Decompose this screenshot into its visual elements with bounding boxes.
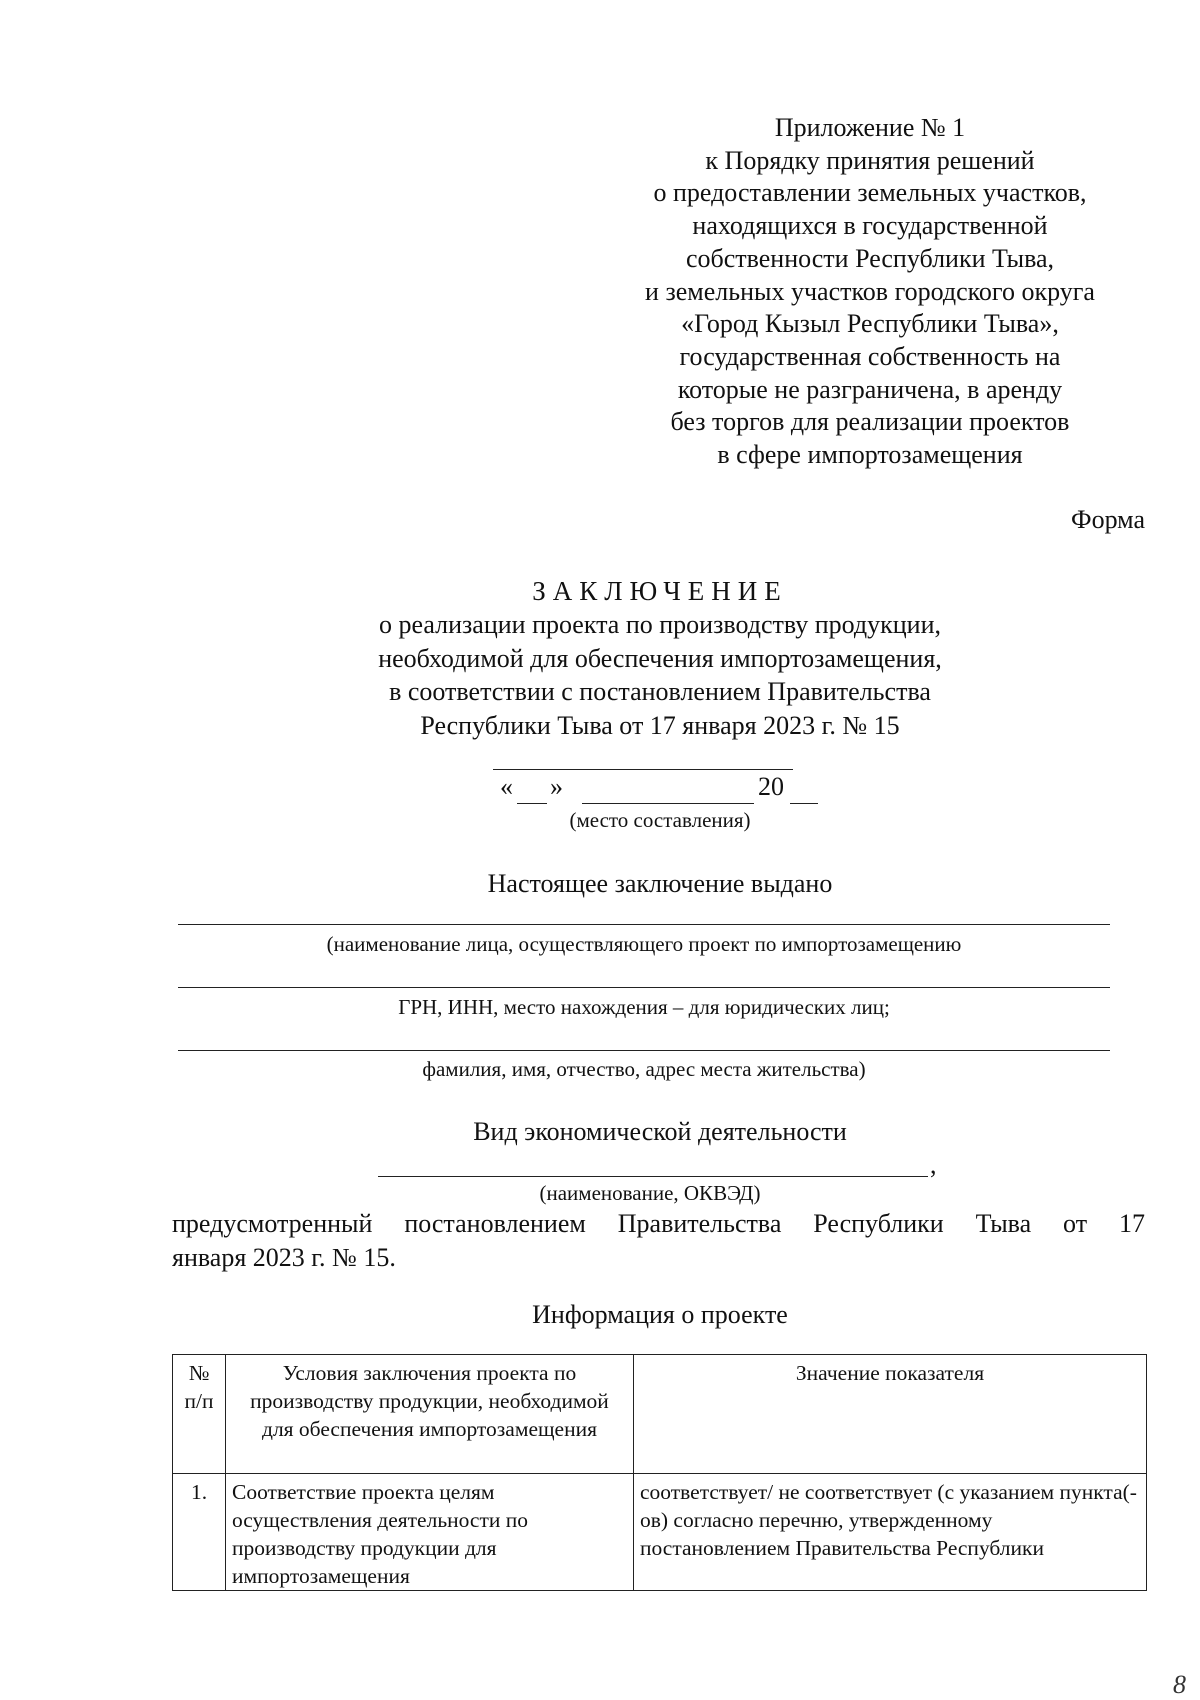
activity-caption: (наименование, ОКВЭД) xyxy=(539,1181,761,1205)
project-info-table xyxy=(172,1354,1147,1591)
appendix-line: к Порядку принятия решений xyxy=(705,145,1035,175)
activity-comma: , xyxy=(930,1150,937,1179)
date-open-quote: « xyxy=(500,772,513,801)
page-number-mark: 8 xyxy=(1173,1670,1186,1699)
document-subtitle xyxy=(290,608,1030,742)
appendix-line: «Город Кызыл Республики Тыва», xyxy=(681,309,1059,339)
table-header-cell: № п/п xyxy=(173,1355,226,1474)
appendix-line: находящихся в государственной xyxy=(692,211,1048,241)
activity-blank-line xyxy=(378,1176,928,1177)
table-header-cell: Условия заключения проекта по производству продукции, необходимой для обеспечения импортозамещения xyxy=(226,1355,634,1474)
day-blank-line xyxy=(517,803,547,804)
document-title: ЗАКЛЮЧЕНИЕ xyxy=(532,576,788,606)
appendix-line: Приложение № 1 xyxy=(774,113,966,142)
appendix-block xyxy=(590,112,1150,472)
person-caption: ГРН, ИНН, место нахождения – для юридических лиц; xyxy=(398,995,890,1019)
appendix-line: которые не разграничена, в аренду xyxy=(677,374,1063,404)
table-header-row xyxy=(173,1355,1147,1474)
appendix-line: государственная собственность на xyxy=(679,341,1061,371)
subtitle-line: необходимой для обеспечения импортозамещения, xyxy=(378,643,942,673)
table-header-cell: Значение показателя xyxy=(634,1355,1147,1474)
body-paragraph xyxy=(172,1207,1145,1275)
appendix-line: собственности Республики Тыва, xyxy=(685,243,1055,273)
table-cell-condition: Соответствие проекта целям осуществления деятельности по производству продукции для импортозамещения xyxy=(226,1474,634,1591)
person-caption: фамилия, имя, отчество, адрес места жительства) xyxy=(422,1057,866,1081)
table-row xyxy=(173,1474,1147,1591)
table-cell-number: 1. xyxy=(173,1474,226,1591)
place-blank-line xyxy=(493,769,793,770)
month-blank-line xyxy=(582,803,754,804)
body-paragraph-line: января 2023 г. № 15. xyxy=(172,1243,396,1272)
form-label: Форма xyxy=(1071,505,1145,534)
person-blank-line xyxy=(178,987,1110,988)
issued-heading: Настоящее заключение выдано xyxy=(487,869,833,898)
appendix-line: без торгов для реализации проектов xyxy=(670,407,1070,437)
year-blank-line xyxy=(790,803,818,804)
person-blank-line xyxy=(178,1050,1110,1051)
appendix-line: в сфере импортозамещения xyxy=(717,440,1023,470)
subtitle-line: в соответствии с постановлением Правительства xyxy=(389,677,931,706)
date-close-quote: » xyxy=(550,772,563,801)
subtitle-line: Республики Тыва от 17 января 2023 г. № 15 xyxy=(420,710,900,740)
date-year-prefix: 20 xyxy=(758,772,784,801)
appendix-line: и земельных участков городского округа xyxy=(645,276,1095,306)
person-blank-line xyxy=(178,924,1110,925)
appendix-line: о предоставлении земельных участков, xyxy=(653,178,1087,208)
subtitle-line: о реализации проекта по производству продукции, xyxy=(379,610,941,639)
project-info-heading: Информация о проекте xyxy=(532,1300,788,1329)
place-caption: (место составления) xyxy=(569,808,751,832)
body-paragraph-line: предусмотренный постановлением Правительства Республики Тыва от 17 xyxy=(172,1209,1145,1238)
activity-heading: Вид экономической деятельности xyxy=(473,1117,847,1146)
table-cell-value: соответствует/ не соответствует (с указанием пункта(-ов) согласно перечню, утвержденному постановлением Правительства Республики xyxy=(634,1474,1147,1591)
person-caption: (наименование лица, осуществляющего проект по импортозамещению xyxy=(326,932,962,956)
